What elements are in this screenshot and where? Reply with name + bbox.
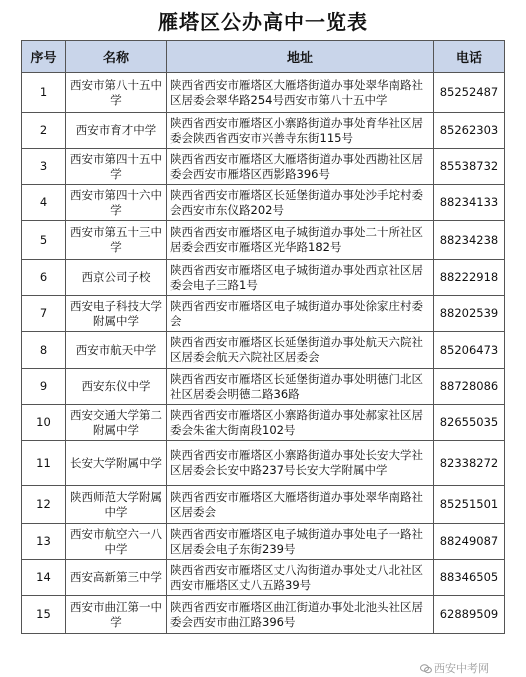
row-no: 1 — [22, 73, 66, 113]
row-no: 7 — [22, 296, 66, 332]
row-phone: 82338272 — [434, 441, 505, 486]
row-name: 长安大学附属中学 — [66, 441, 167, 486]
table-row — [22, 560, 505, 596]
row-no: 12 — [22, 486, 66, 524]
watermark — [420, 660, 489, 676]
table-row — [22, 596, 505, 634]
row-address: 陕西省西安市雁塔区小寨路街道办事处育华社区居委会陕西省西安市兴善寺东街115号 — [167, 113, 434, 149]
table-header-row — [22, 41, 505, 73]
row-name: 西安高新第三中学 — [66, 560, 167, 596]
row-name: 西安交通大学第二附属中学 — [66, 405, 167, 441]
row-address: 陕西省西安市雁塔区电子城街道办事处二十所社区居委会西安市雁塔区光华路182号 — [167, 221, 434, 260]
row-no: 14 — [22, 560, 66, 596]
row-address: 陕西省西安市雁塔区曲江街道办事处北池头社区居委会西安市曲江路396号 — [167, 596, 434, 634]
row-phone: 88728086 — [434, 369, 505, 405]
table-row — [22, 185, 505, 221]
table-row — [22, 149, 505, 185]
header-address: 地址 — [167, 41, 434, 73]
row-phone: 62889509 — [434, 596, 505, 634]
header-phone: 电话 — [434, 41, 505, 73]
row-name: 西京公司子校 — [66, 260, 167, 296]
row-phone: 88249087 — [434, 524, 505, 560]
row-address: 陕西省西安市雁塔区长延堡街道办事处明德门北区社区居委会明德二路36路 — [167, 369, 434, 405]
row-name: 西安市航天中学 — [66, 332, 167, 369]
row-address: 陕西省西安市雁塔区小寨路街道办事处郝家社区居委会朱雀大街南段102号 — [167, 405, 434, 441]
table-row — [22, 332, 505, 369]
table-row — [22, 369, 505, 405]
row-phone: 85252487 — [434, 73, 505, 113]
row-address: 陕西省西安市雁塔区电子城街道办事处西京社区居委会电子三路1号 — [167, 260, 434, 296]
table-row — [22, 296, 505, 332]
row-address: 陕西省西安市雁塔区电子城街道办事处电子一路社区居委会电子东街239号 — [167, 524, 434, 560]
row-no: 11 — [22, 441, 66, 486]
row-name: 西安市第四十六中学 — [66, 185, 167, 221]
row-no: 2 — [22, 113, 66, 149]
row-name: 西安市第八十五中学 — [66, 73, 167, 113]
row-no: 4 — [22, 185, 66, 221]
row-address: 陕西省西安市雁塔区大雁塔街道办事处西勘社区居委会西安市雁塔区西影路396号 — [167, 149, 434, 185]
row-phone: 88234238 — [434, 221, 505, 260]
row-phone: 85206473 — [434, 332, 505, 369]
watermark-text: 西安中考网 — [434, 662, 489, 675]
row-name: 西安市育才中学 — [66, 113, 167, 149]
row-address: 陕西省西安市雁塔区长延堡街道办事处沙手坨村委会西安市东仪路202号 — [167, 185, 434, 221]
row-phone: 88222918 — [434, 260, 505, 296]
row-address: 陕西省西安市雁塔区大雁塔街道办事处翠华南路社区居委会翠华路254号西安市第八十五中学 — [167, 73, 434, 113]
row-name: 西安市曲江第一中学 — [66, 596, 167, 634]
row-name: 西安市航空六一八中学 — [66, 524, 167, 560]
table-row — [22, 221, 505, 260]
row-address: 陕西省西安市雁塔区大雁塔街道办事处翠华南路社区居委会 — [167, 486, 434, 524]
row-name: 西安市第四十五中学 — [66, 149, 167, 185]
row-phone: 88234133 — [434, 185, 505, 221]
row-name: 陕西师范大学附属中学 — [66, 486, 167, 524]
table-row — [22, 441, 505, 486]
table-row — [22, 486, 505, 524]
row-no: 10 — [22, 405, 66, 441]
row-phone: 85262303 — [434, 113, 505, 149]
row-no: 3 — [22, 149, 66, 185]
row-address: 陕西省西安市雁塔区小寨路街道办事处长安大学社区居委会长安中路237号长安大学附属中学 — [167, 441, 434, 486]
row-address: 陕西省西安市雁塔区长延堡街道办事处航天六院社区居委会航天六院社区居委会 — [167, 332, 434, 369]
school-table — [21, 40, 505, 634]
row-no: 8 — [22, 332, 66, 369]
header-name: 名称 — [66, 41, 167, 73]
row-phone: 82655035 — [434, 405, 505, 441]
row-phone: 88202539 — [434, 296, 505, 332]
table-row — [22, 524, 505, 560]
row-address: 陕西省西安市雁塔区丈八沟街道办事处丈八北社区西安市雁塔区丈八五路39号 — [167, 560, 434, 596]
row-name: 西安电子科技大学附属中学 — [66, 296, 167, 332]
table-row — [22, 260, 505, 296]
row-no: 9 — [22, 369, 66, 405]
row-address: 陕西省西安市雁塔区电子城街道办事处徐家庄村委会 — [167, 296, 434, 332]
table-row — [22, 73, 505, 113]
row-phone: 85251501 — [434, 486, 505, 524]
row-phone: 85538732 — [434, 149, 505, 185]
row-name: 西安市第五十三中学 — [66, 221, 167, 260]
row-no: 13 — [22, 524, 66, 560]
table-row — [22, 405, 505, 441]
row-no: 15 — [22, 596, 66, 634]
row-name: 西安东仪中学 — [66, 369, 167, 405]
wechat-icon — [420, 664, 432, 674]
row-no: 5 — [22, 221, 66, 260]
header-no: 序号 — [22, 41, 66, 73]
row-phone: 88346505 — [434, 560, 505, 596]
row-no: 6 — [22, 260, 66, 296]
table-row — [22, 113, 505, 149]
page-title: 雁塔区公办高中一览表 — [158, 10, 368, 34]
